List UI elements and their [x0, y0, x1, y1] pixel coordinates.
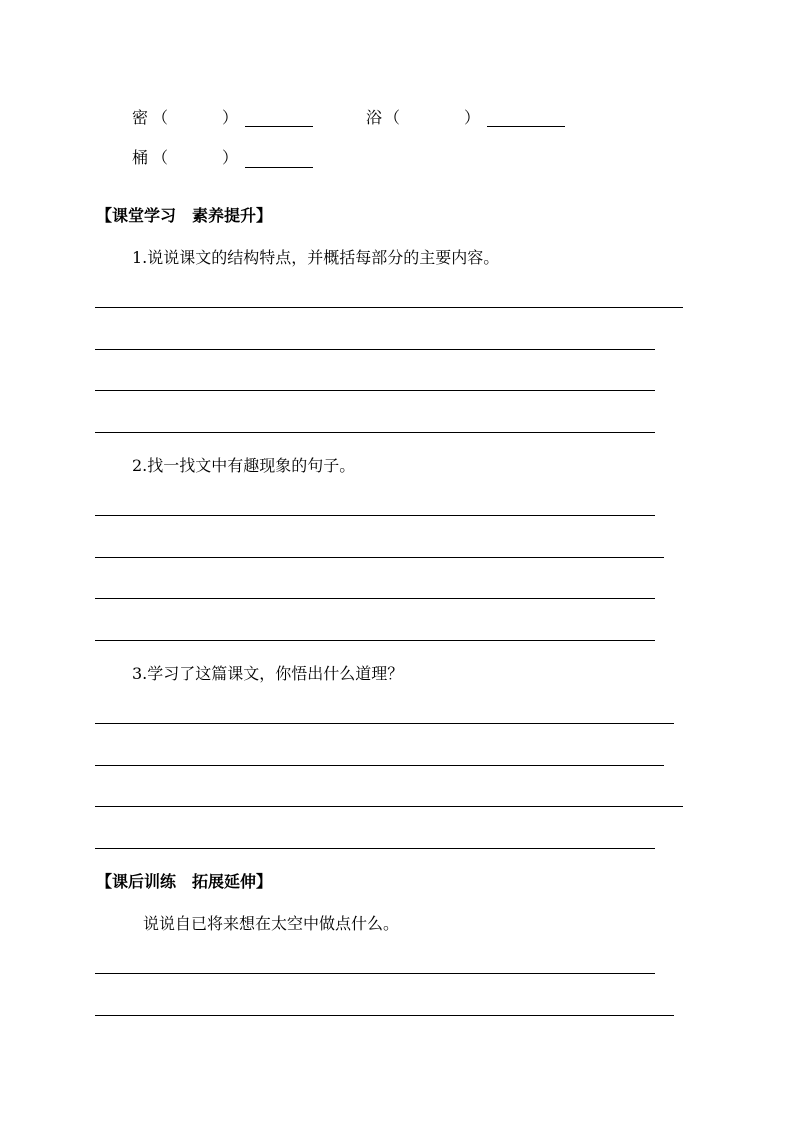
answer-line[interactable]	[95, 973, 655, 974]
answer-line[interactable]	[95, 848, 655, 849]
answer-line[interactable]	[95, 390, 655, 391]
vocab-paren-open: （	[384, 108, 401, 127]
section-heading-classroom: 【课堂学习 素养提升】	[96, 206, 273, 225]
answer-line[interactable]	[95, 515, 655, 516]
vocab-paren-open: （	[152, 108, 169, 127]
vocab-paren-close: ）	[222, 148, 239, 167]
vocab-answer-blank[interactable]	[245, 126, 313, 127]
vocab-paren-close: ）	[464, 108, 481, 127]
answer-line[interactable]	[95, 723, 674, 724]
question-2: 2.找一找文中有趣现象的句子。	[132, 456, 356, 475]
question-extension: 说说自已将来想在太空中做点什么。	[143, 914, 400, 933]
question-3: 3.学习了这篇课文，你悟出什么道理？	[132, 664, 404, 683]
answer-line[interactable]	[95, 765, 664, 766]
vocab-char-tong: 桶	[132, 148, 149, 167]
vocab-char-mi: 密	[132, 108, 149, 127]
answer-line[interactable]	[95, 307, 683, 308]
vocab-paren-close: ）	[222, 108, 239, 127]
answer-line[interactable]	[95, 432, 655, 433]
vocab-answer-blank[interactable]	[487, 126, 565, 127]
vocab-char-yu: 浴	[366, 108, 383, 127]
answer-line[interactable]	[95, 557, 664, 558]
section-heading-after-class: 【课后训练 拓展延伸】	[96, 872, 273, 891]
answer-line[interactable]	[95, 806, 683, 807]
answer-line[interactable]	[95, 640, 655, 641]
answer-line[interactable]	[95, 598, 655, 599]
answer-line[interactable]	[95, 1015, 674, 1016]
question-1: 1.说说课文的结构特点，并概括每部分的主要内容。	[132, 248, 500, 267]
answer-line[interactable]	[95, 349, 655, 350]
vocab-paren-open: （	[152, 148, 169, 167]
vocab-answer-blank[interactable]	[245, 167, 313, 168]
